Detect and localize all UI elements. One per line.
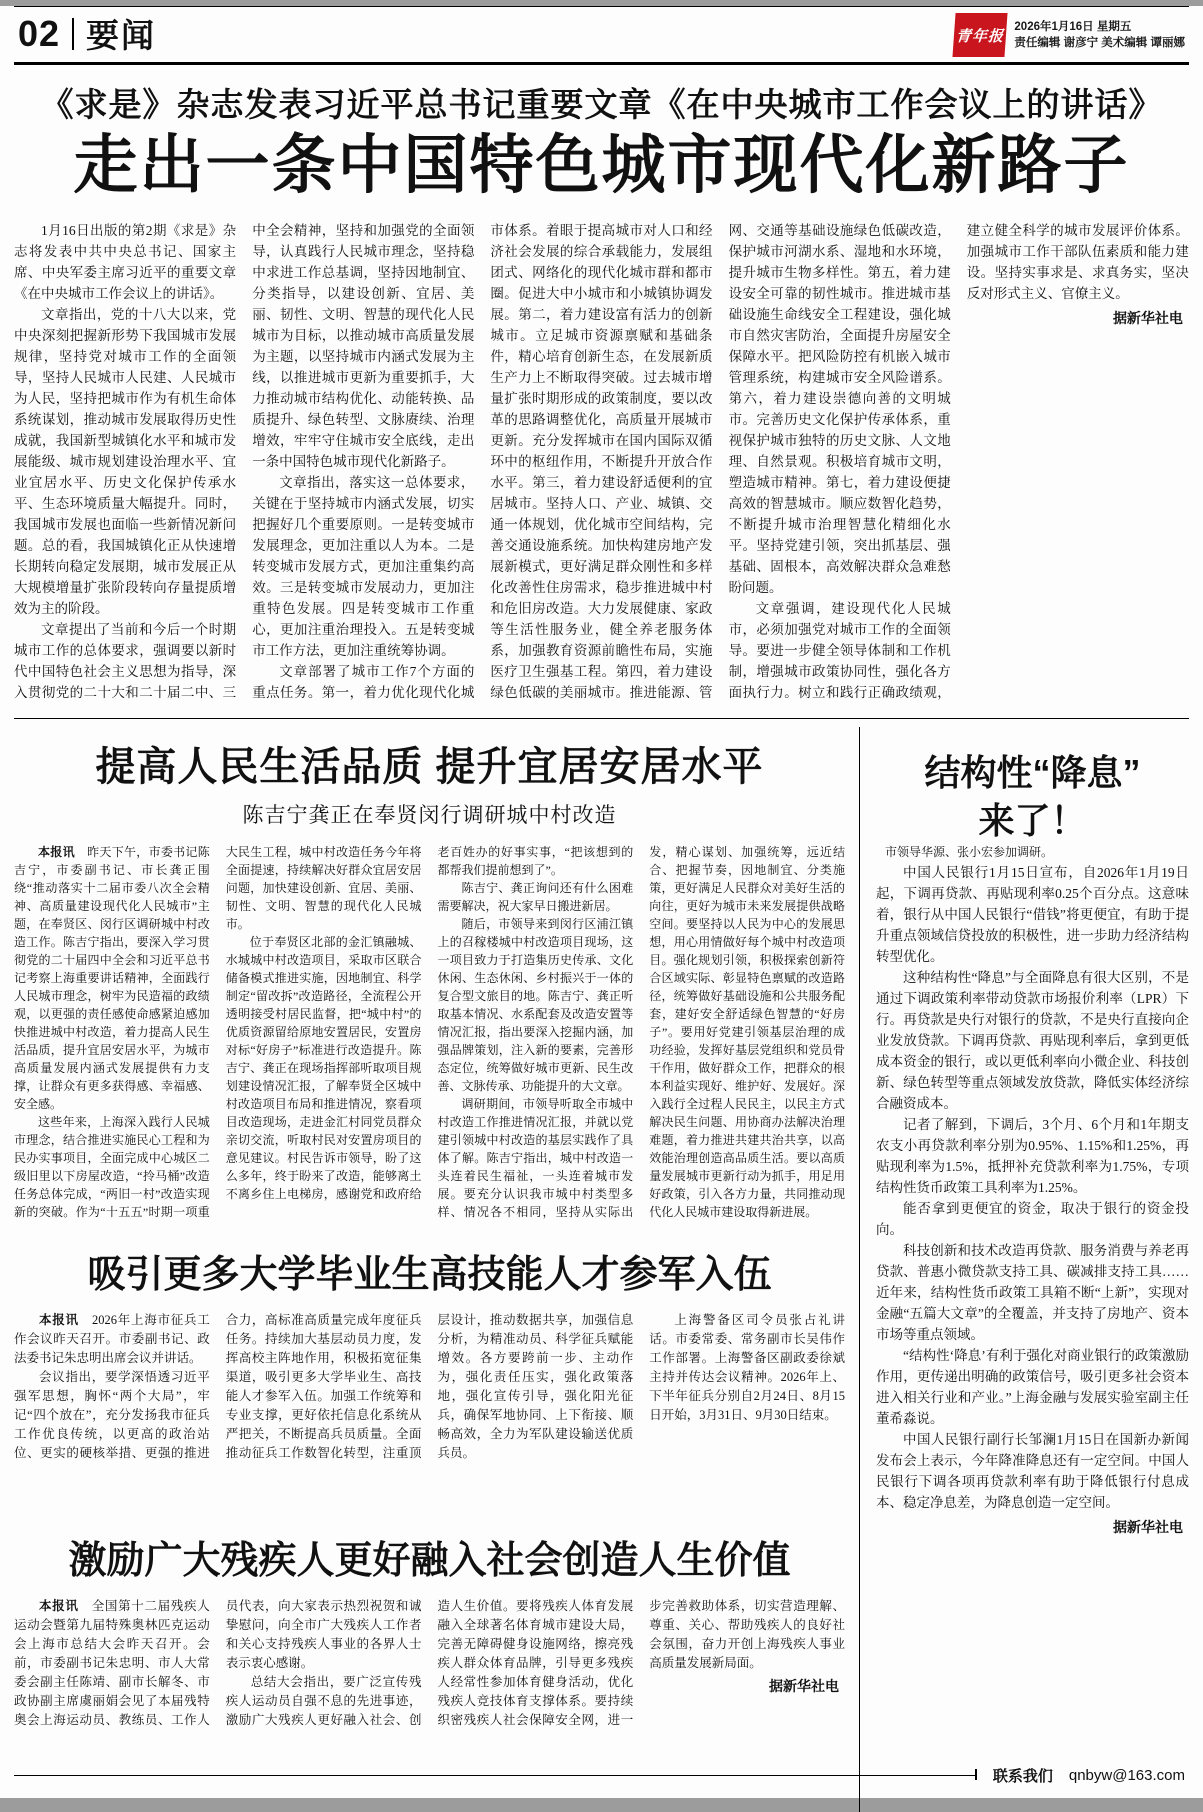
paragraph: 市领导华源、张小宏参加调研。: [885, 844, 1054, 859]
masthead-rule: [14, 62, 1189, 65]
masthead-right: [954, 13, 1185, 57]
paragraph: 调研期间，市领导听取全市城中村改造工作推进情况汇报，并就以党建引领城中村改造的基层实践作了具体了解。陈吉宁指出，城中村改造一头连着民生福祉，一头连着城市发展。要充分认识我市城中村类型多样、情况各不相同，坚持从实际出发，精心谋划、加强统筹，远近结合、把握节奏，因地制宜、分类施策，更好满足人民群众对美好生活的向往，更好为城市未来发展提供战略空间。要坚持以人民为中心的发展思想，用心用情做好每个城中村改造项目。强化规划引领，积极探索创新符合区域实际、彰显特色禀赋的改造路径，统筹做好基础设施和公共服务配套，建好安全舒适绿色智慧的“好房子”。要用好党建引领基层治理的成功经验，发挥好基层党组织和党员骨干作用，做好群众工作，把群众的根本利益实现好、维护好、发展好。深入践行全过程人民民主，以民主方式解决民生问题、用协商办法解决治理难题，着力推进共建共治共享，以高效能治理创造高品质生活。要以高质量发展城市更新行动为抓手，用足用好政策，引入各方力量，共同推动现代化人民城市建设取得新进展。: [437, 844, 845, 1219]
rate-cut-byline: 据新华社电: [1113, 1519, 1183, 1536]
paragraph: 1月16日出版的第2期《求是》杂志将发表中共中央总书记、国家主席、中央军委主席习近平的重要文章《在中央城市工作会议上的讲话》。: [14, 222, 237, 301]
paragraph: 文章提出了当前和今后一个时期城市工作的总体要求，强调要以新时代中国特色社会主义思想为指导，深入贯彻党的二十大和二十届二中、三中全会精神，坚持和加强党的全面领导，认真践行人民城市理念，坚持稳中求进工作总基调，坚持因地制宜、分类指导，以建设创新、宜居、美丽、韧性、文明、智慧的现代化人民城市为目标，以推动城市高质量发展为主题，以坚持城市内涵式发展为主线，以推进城市更新为重要抓手，大力推动城市结构优化、动能转换、品质提升、绿色转型、文脉赓续、治理增效，牢牢守住城市安全底线，走出一条中国特色城市现代化新路子。: [14, 222, 475, 700]
footer-rule: [14, 1775, 977, 1776]
lead-label: 本报讯: [39, 1312, 79, 1327]
lead-headline: 走出一条中国特色城市现代化新路子: [73, 130, 1130, 201]
date-line: 2026年1月16日 星期五: [1014, 21, 1132, 33]
rate-cut-paragraphs: [876, 862, 1189, 1513]
paragraph: 科技创新和技术改造再贷款、服务消费与养老再贷款、普惠小微贷款支持工具、碳减排支持工具……近年来，结构性货币政策工具箱不断“上新”，实现对金融“五篇大文章”的全覆盖，并支持了房地产、资本市场等重点领域。: [876, 1243, 1189, 1343]
paragraph: 这些年来，上海深入践行人民城市理念，结合推进实施民心工程和为民办实事项目，全面完成中心城区二级旧里以下房屋改造，“拎马桶”改造任务总体完成，“两旧一村”改造实现新的突破。作为“十五五”时期一项重大民生工程，城中村改造任务今年将全面提速，持续解决好群众宜居安居问题，加快建设创新、宜居、美丽、韧性、文明、智慧的现代化人民城市。: [14, 844, 422, 1219]
residential-headline: 提高人民生活品质 提升宜居安居水平: [95, 744, 764, 789]
paragraph: 文章强调，建设现代化人民城市，必须加强党对城市工作的全面领导。要进一步健全领导体制和工作机制，增强城市政策协同性，强化各方面执行力。树立和践行正确政绩观，建立健全科学的城市发展评价体系。加强城市工作干部队伍素质和能力建设。坚持实事求是、求真务实，坚决反对形式主义、官僚主义。: [728, 222, 1189, 700]
paragraph: 上海警备区司令员张占礼讲话。市委常委、常务副市长吴伟作工作部署。上海警备区副政委徐斌主持并传达会议精神。2026年上、下半年征兵分别自2月24日、8月15日开始，3月31日、9月30日结束。: [649, 1312, 845, 1422]
military-body: [14, 1311, 845, 1511]
article-rate-cut: [876, 749, 1189, 1538]
rate-cut-body: [876, 862, 1189, 1538]
paragraph: 中国人民银行副行长邹澜1月15日在国新办新闻发布会上表示，今年降准降息还有一定空间。中国人民银行下调各项再贷款利率有助于降低银行付息成本、稳定净息差，为降息创造一定空间。: [876, 1432, 1189, 1511]
page-footer: [14, 1765, 1185, 1786]
residential-subhead: 陈吉宁龚正在奉贤闵行调研城中村改造: [242, 803, 617, 827]
paragraph: 能否拿到更便宜的资金，取决于银行的资金投向。: [876, 1201, 1189, 1238]
paragraph: 中国人民银行1月15日宣布，自2026年1月19日起，下调再贷款、再贴现利率0.25个百分点。这意味着，银行从中国人民银行“借钱”将更便宜，有助于提升重点领域信贷投放的积极性，进一步助力经济结构转型优化。: [876, 865, 1189, 965]
sidebar-column: [860, 727, 1189, 1812]
paragraph: 总结大会指出，要广泛宣传残疾人运动员自强不息的先进事迹，激励广大残疾人更好融入社会、创造人生价值。要将残疾人体育发展融入全球著名体育城市建设大局，完善无障碍健身设施网络，擦亮残疾人群众体育品牌，引导更多残疾人经常性参加体育健身活动，优化残疾人竞技体育支撑体系。要持续织密残疾人社会保障安全网，进一步完善救助体系，切实营造理解、尊重、关心、帮助残疾人的良好社会氛围，奋力开创上海残疾人事业高质量发展新局面。: [225, 1598, 845, 1727]
contact-label: 联系我们: [992, 1768, 1053, 1785]
military-headline: 吸引更多大学毕业生高技能人才参军入伍: [87, 1253, 772, 1296]
section-name: 要闻: [86, 17, 157, 54]
paragraph: 会议指出，要学深悟透习近平强军思想，胸怀“两个大局”，牢记“四个放在”，充分发扬我市征兵工作优良传统，以更高的政治站位、更实的硬核举措、更强的推进合力，高标准高质量完成年度征兵任务。持续加大基层动员力度，发挥高校主阵地作用，积极拓宽征集渠道，吸引更多大学毕业生、高技能人才参军入伍。加强工作统筹和专业支撑，更好依托信息化系统从严把关，不断提高兵员质量。全面推动征兵工作数智化转型，注重顶层设计，推动数据共享，加强信息分析，为精准动员、科学征兵赋能增效。各方要跨前一步、主动作为，强化责任压实，强化政策落地，强化宣传引导，强化阳光征兵，确保军地协同、上下衔接、顺畅高效，全力为军队建设输送优质兵员。: [14, 1312, 634, 1460]
article-lead: [0, 79, 1203, 708]
middle-section: [14, 727, 1189, 1812]
lead-label: 本报讯: [39, 1598, 79, 1613]
rate-cut-headline-line2: 来了！: [978, 800, 1087, 842]
paragraph: 陈吉宁、龚正询问还有什么困难需要解决，祝大家早日搬进新居。: [437, 880, 634, 913]
issue-info: [1014, 19, 1185, 51]
paragraph: 本报讯 昨天下午，市委书记陈吉宁，市委副书记、市长龚正围绕“推动落实十二届市委八次全会精神、高质量建设现代化人民城市”主题，在奉贤区、闵行区调研城中村改造工作。陈吉宁指出，要深入学习贯彻党的二十届四中全会和习近平总书记考察上海重要讲话精神，全面践行人民城市理念，树牢为民造福的政绩观，以更强的责任感使命感紧迫感加快推进城中村改造，着力提高人民生活品质，提升宜居安居水平，为城市高质量发展内涵式发展提供有力支撑，让群众有更多获得感、幸福感、安全感。: [14, 844, 210, 1111]
masthead-divider: [72, 18, 74, 50]
paragraph: 位于奉贤区北部的金汇镇融城、水城城中村改造项目，采取市区联合储备模式推进实施，因地制宜、科学制定“留改拆”改造路径，全流程公开透明接受村居民监督，把“城中村”的优质资源留给原地安置居民，安置房对标“好房子”标准进行改造提升。陈吉宁、龚正在现场指挥部听取项目规划建设情况汇报，了解奉贤全区城中村改造项目布局和推进情况，察看项目改造现场，走进金汇村同党员群众亲切交流，听取村民对安置房项目的意见建议。村民告诉市领导，盼了这么多年，终于盼来了改造，能够离土不离乡住上电梯房，感谢党和政府给老百姓办的好事实事，“把该想到的都帮我们提前想到了”。: [225, 844, 634, 1201]
disabled-paragraphs: [14, 1597, 845, 1730]
newspaper-logo: 青年报: [953, 13, 1008, 57]
disabled-headline: 激励广大残疾人更好融入社会创造人生价值: [68, 1539, 791, 1582]
paragraph: 随后，市领导来到闵行区浦江镇上的召稼楼城中村改造项目现场，这一项目致力于打造集历史传承、文化休闲、生态休闲、乡村振兴于一体的复合型文旅目的地。陈吉宁、龚正听取基本情况、水系配套及改造安置等情况汇报，指出要深入挖掘内涵，加强品牌策划，注入新的要素，完善形态定位，统筹做好城市更新、民生改善、文脉传承、功能提升的大文章。: [437, 916, 634, 1093]
paragraph: 本报讯 全国第十二届残疾人运动会暨第九届特殊奥林匹克运动会上海市总结大会昨天召开。会前，市委副书记朱忠明、市人大常委会副主任陈靖、副市长解冬、市政协副主席虞丽娟会见了本届残特奥会上海运动员、教练员、工作人员代表，向大家表示热烈祝贺和诚挚慰问，向全市广大残疾人工作者和关心支持残疾人事业的各界人士表示衷心感谢。: [14, 1598, 422, 1727]
newspaper-page: [0, 6, 1203, 1798]
paragraph: “结构性‘降息’有利于强化对商业银行的政策激励作用，更传递出明确的政策信号，吸引更多社会资本进入相关行业和产业。”上海金融与发展实验室副主任董希淼说。: [876, 1348, 1189, 1427]
masthead-left: [18, 10, 156, 57]
lead-label: 本报讯: [38, 844, 75, 859]
masthead: [18, 11, 1185, 57]
editors-line: 责任编辑 谢彦宁 美术编辑 谭丽娜: [1014, 37, 1185, 49]
contact-email: qnbyw@163.com: [1068, 1767, 1185, 1784]
rate-cut-headline: [876, 749, 1189, 846]
paragraph: 文章指出，落实这一总体要求，关键在于坚持城市内涵式发展，切实把握好几个重要原则。一是转变城市发展理念，更加注重以人为本。二是转变城市发展方式，更加注重集约高效。三是转变城市发展动力，更加注重特色发展。四是转变城市工作重心，更加注重治理投入。五是转变城市工作方法，更加注重统筹协调。: [252, 474, 475, 658]
disabled-byline: 据新华社电: [769, 1677, 839, 1694]
rate-cut-headline-line1: 结构性“降息”: [924, 751, 1141, 793]
paragraph: 文章指出，党的十八大以来，党中央深刻把握新形势下我国城市发展规律，坚持党对城市工作的全面领导，坚持人民城市人民建、人民城市为人民，坚持把城市作为有机生命体系统谋划，推动城市发展取得历史性成就，我国新型城镇化水平和城市发展能级、城市规划建设治理水平、宜业宜居水平、历史文化保护传承水平、生态环境质量大幅提升。同时，我国城市发展也面临一些新情况新问题。总的看，我国城镇化正从快速增长期转向稳定发展期，城市发展正从大规模增量扩张阶段转向存量提质增效为主的阶段。: [14, 306, 237, 616]
paragraph: 记者了解到，下调后，3个月、6个月和1年期支农支小再贷款利率分别为0.95%、1.15%和1.25%，再贴现利率为1.5%，抵押补充贷款利率为1.75%，专项结构性货币政策工具利率为1.25%。: [876, 1117, 1189, 1196]
page-number: 02: [18, 12, 61, 54]
section-divider-rule: [14, 718, 1189, 719]
lead-kicker: 《求是》杂志发表习近平总书记重要文章《在中央城市工作会议上的讲话》: [40, 86, 1163, 123]
lead-article-body: [14, 220, 1189, 708]
paragraph: 这种结构性“降息”与全面降息有很大区别，不是通过下调政策利率带动贷款市场报价利率（LPR）下行。再贷款是央行对银行的贷款，不是央行直接向企业发放贷款。下调再贷款、再贴现利率后，拿到更低成本资金的银行，或以更低利率向小微企业、科技创新、绿色转型等重点领域发放贷款，降低实体经济综合融资成本。: [876, 970, 1189, 1112]
lead-byline: 据新华社电: [1112, 309, 1183, 326]
paragraph: 本报讯 2026年上海市征兵工作会议昨天召开。市委副书记、政法委书记朱忠明出席会议并讲话。: [14, 1312, 210, 1365]
article-military: [14, 1243, 845, 1511]
paragraph: 文章部署了城市工作7个方面的重点任务。第一，着力优化现代化城市体系。着眼于提高城市对人口和经济社会发展的综合承载能力，发展组团式、网络化的现代化城市群和都市圈。促进大中小城市和小城镇协调发展。第二，着力建设富有活力的创新城市。立足城市资源禀赋和基础条件，精心培育创新生态，在发展新质生产力上不断取得突破。过去城市增量扩张时期形成的政策制度，要以改革的思路调整优化，高质量开展城市更新。充分发挥城市在国内国际双循环中的枢纽作用，不断提升开放合作水平。第三，着力建设舒适便利的宜居城市。坚持人口、产业、城镇、交通一体规划，优化城市空间结构，完善交通设施系统。加快构建房地产发展新模式，更好满足群众刚性和多样化改善性住房需求，稳步推进城中村和危旧房改造。大力发展健康、家政等生活性服务业，健全养老服务体系，加强教育资源前瞻性布局，实施医疗卫生强基工程。第四，着力建设绿色低碳的美丽城市。推进能源、管网、交通等基础设施绿色低碳改造，保护城市河湖水系、湿地和水环境，提升城市生物多样性。第五，着力建设安全可靠的韧性城市。推进城市基础设施生命线安全工程建设，强化城市自然灾害防治，全面提升房屋安全保障水平。把风险防控有机嵌入城市管理系统，构建城市安全风险谱系。第六，着力建设崇德向善的文明城市。完善历史文化保护传承体系，重视保护城市独特的历史文脉、人文地理、自然景观。积极培育城市文明，塑造城市精神。第七，着力建设便捷高效的智慧城市。顺应数智化趋势，不断提升城市治理智慧化精细化水平。坚持党建引领，突出抓基层、强基础、固根本，高效解决群众急难愁盼问题。: [252, 222, 951, 700]
top-edge-rule: [14, 6, 1189, 7]
